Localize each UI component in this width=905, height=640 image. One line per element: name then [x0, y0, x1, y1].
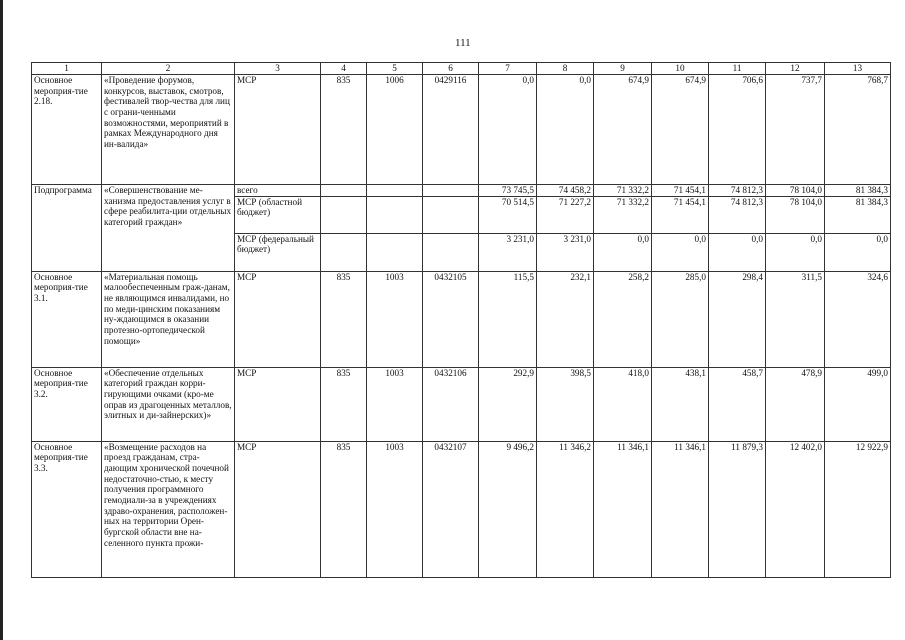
- empty-cell: [367, 196, 423, 233]
- empty-cell: [367, 233, 423, 271]
- value-cell: 70 514,5: [479, 196, 537, 233]
- code-cell: 835: [321, 75, 367, 185]
- value-cell: 0,0: [479, 75, 537, 185]
- row-name-cell: «Проведение форумов, конкурсов, выставок, смотров, фестивалей твор-чества для лиц с ограни-ченными возможностями, мероприятий в рамках Международного дня ин-валида»: [102, 75, 235, 185]
- code-cell: 0432107: [423, 441, 479, 577]
- code-cell: 835: [321, 271, 367, 367]
- row-name-cell: «Обеспечение отдельных категорий граждан корри-гирующими очками (кро-ме оправ из драгоценных металлов, элитных и ди-зайнерских)»: [102, 367, 235, 441]
- column-header: 5: [367, 63, 423, 75]
- funding-source-cell: всего: [235, 185, 321, 197]
- value-cell: 73 745,5: [479, 185, 537, 197]
- value-cell: 9 496,2: [479, 441, 537, 577]
- value-cell: 3 231,0: [479, 233, 537, 271]
- value-cell: 292,9: [479, 367, 537, 441]
- value-cell: 418,0: [594, 367, 652, 441]
- empty-cell: [321, 233, 367, 271]
- value-cell: 499,0: [825, 367, 891, 441]
- table-header-row: [32, 63, 891, 75]
- column-header: 1: [32, 63, 102, 75]
- value-cell: 71 454,1: [652, 196, 709, 233]
- row-type-cell: Основное мероприя-тие 3.3.: [32, 441, 102, 577]
- column-header: 4: [321, 63, 367, 75]
- row-name-cell: «Совершенствование ме-ханизма предоставления услуг в сфере реабилита-ции отдельных категорий граждан»: [102, 185, 235, 272]
- column-header: 11: [709, 63, 766, 75]
- table-row: [32, 185, 891, 197]
- value-cell: 706,6: [709, 75, 766, 185]
- row-type-cell: Основное мероприя-тие 2.18.: [32, 75, 102, 185]
- value-cell: 12 402,0: [766, 441, 825, 577]
- value-cell: 0,0: [709, 233, 766, 271]
- value-cell: 0,0: [652, 233, 709, 271]
- code-cell: 0432105: [423, 271, 479, 367]
- value-cell: 298,4: [709, 271, 766, 367]
- value-cell: 398,5: [537, 367, 594, 441]
- value-cell: 12 922,9: [825, 441, 891, 577]
- value-cell: 11 346,1: [652, 441, 709, 577]
- value-cell: 71 332,2: [594, 196, 652, 233]
- row-name-cell: «Возмещение расходов на проезд гражданам, стра-дающим хронической почечной недостаточно-стью, к месту получения программного гемодиали-за в учреждениях здраво-охранения, расположен-ных на территории Орен-бургской области вне на-селенного пункта прожи-: [102, 441, 235, 577]
- value-cell: 11 346,2: [537, 441, 594, 577]
- code-cell: 0432106: [423, 367, 479, 441]
- column-header: 7: [479, 63, 537, 75]
- value-cell: 0,0: [766, 233, 825, 271]
- value-cell: 115,5: [479, 271, 537, 367]
- funding-source-cell: МСР: [235, 441, 321, 577]
- value-cell: 81 384,3: [825, 196, 891, 233]
- value-cell: 74 812,3: [709, 196, 766, 233]
- value-cell: 674,9: [594, 75, 652, 185]
- value-cell: 71 454,1: [652, 185, 709, 197]
- funding-source-cell: МСР (областной бюджет): [235, 196, 321, 233]
- row-type-cell: Подпрограмма: [32, 185, 102, 272]
- value-cell: 311,5: [766, 271, 825, 367]
- scan-edge: [0, 0, 3, 640]
- value-cell: 768,7: [825, 75, 891, 185]
- column-header: 9: [594, 63, 652, 75]
- row-name-cell: «Материальная помощь малообеспеченным граж-данам, не являющимся инвалидами, но по меди-цинским показаниям ну-ждающимся в оказании протезно-ортопедической помощи»: [102, 271, 235, 367]
- column-header: 8: [537, 63, 594, 75]
- value-cell: 0,0: [594, 233, 652, 271]
- table-row: [32, 367, 891, 441]
- value-cell: 74 812,3: [709, 185, 766, 197]
- code-cell: 1003: [367, 441, 423, 577]
- empty-cell: [321, 185, 367, 197]
- code-cell: 835: [321, 441, 367, 577]
- table-row: [32, 75, 891, 185]
- value-cell: 285,0: [652, 271, 709, 367]
- value-cell: 438,1: [652, 367, 709, 441]
- column-header: 6: [423, 63, 479, 75]
- funding-source-cell: МСР: [235, 367, 321, 441]
- value-cell: 674,9: [652, 75, 709, 185]
- value-cell: 258,2: [594, 271, 652, 367]
- column-header: 3: [235, 63, 321, 75]
- value-cell: 458,7: [709, 367, 766, 441]
- value-cell: 71 227,2: [537, 196, 594, 233]
- code-cell: 1003: [367, 271, 423, 367]
- code-cell: 0429116: [423, 75, 479, 185]
- page-number: 111: [455, 37, 471, 49]
- value-cell: 11 879,3: [709, 441, 766, 577]
- value-cell: 324,6: [825, 271, 891, 367]
- column-header: 12: [766, 63, 825, 75]
- empty-cell: [423, 233, 479, 271]
- value-cell: 478,9: [766, 367, 825, 441]
- column-header: 10: [652, 63, 709, 75]
- column-header: 13: [825, 63, 891, 75]
- budget-table: [31, 62, 891, 578]
- table-row: [32, 271, 891, 367]
- funding-source-cell: МСР (федеральный бюджет): [235, 233, 321, 271]
- value-cell: 232,1: [537, 271, 594, 367]
- value-cell: 3 231,0: [537, 233, 594, 271]
- funding-source-cell: МСР: [235, 271, 321, 367]
- code-cell: 1003: [367, 367, 423, 441]
- value-cell: 71 332,2: [594, 185, 652, 197]
- value-cell: 78 104,0: [766, 185, 825, 197]
- column-header: 2: [102, 63, 235, 75]
- value-cell: 737,7: [766, 75, 825, 185]
- code-cell: 835: [321, 367, 367, 441]
- value-cell: 11 346,1: [594, 441, 652, 577]
- value-cell: 74 458,2: [537, 185, 594, 197]
- value-cell: 78 104,0: [766, 196, 825, 233]
- empty-cell: [321, 196, 367, 233]
- value-cell: 81 384,3: [825, 185, 891, 197]
- empty-cell: [367, 185, 423, 197]
- empty-cell: [423, 196, 479, 233]
- value-cell: 0,0: [825, 233, 891, 271]
- row-type-cell: Основное мероприя-тие 3.1.: [32, 271, 102, 367]
- funding-source-cell: МСР: [235, 75, 321, 185]
- table-row: [32, 441, 891, 577]
- row-type-cell: Основное мероприя-тие 3.2.: [32, 367, 102, 441]
- code-cell: 1006: [367, 75, 423, 185]
- value-cell: 0,0: [537, 75, 594, 185]
- empty-cell: [423, 185, 479, 197]
